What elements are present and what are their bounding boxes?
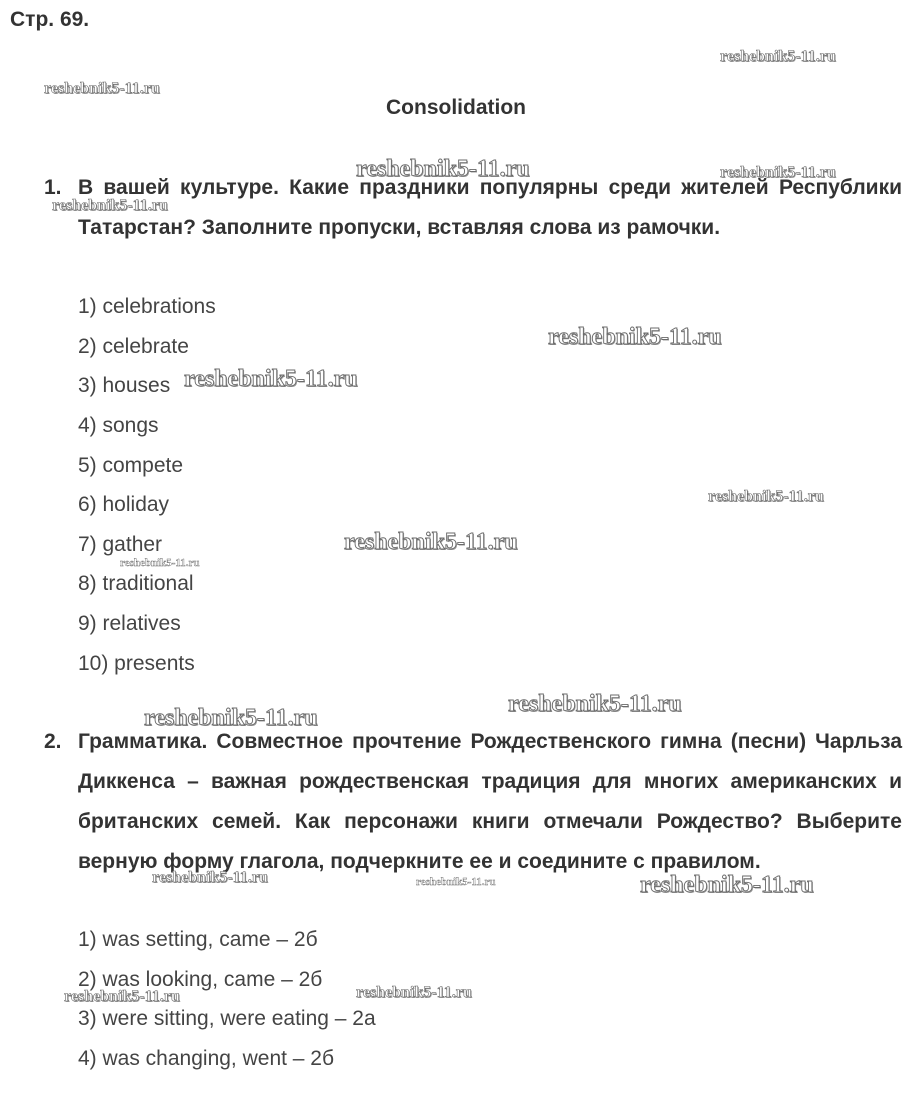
watermark: reshebnik5-11.ru	[144, 705, 318, 731]
watermark: reshebnik5-11.ru	[152, 869, 268, 886]
task-text: В вашей культуре. Какие праздники популярны среди жителей Республики Татарстан? Заполните пропуски, вставляя слова из рамочки.	[78, 176, 902, 239]
answer-item: 4) songs	[78, 414, 159, 437]
answer-item: 1) was setting, came – 2б	[78, 928, 318, 951]
answer-item: 8) traditional	[78, 572, 194, 595]
answer-item: 4) was changing, went – 2б	[78, 1047, 335, 1070]
watermark: reshebnik5-11.ru	[720, 48, 836, 65]
answer-item: 10) presents	[78, 652, 195, 675]
watermark: reshebnik5-11.ru	[708, 488, 824, 505]
task-2	[44, 722, 902, 882]
watermark: reshebnik5-11.ru	[44, 80, 160, 97]
answer-item: 3) houses	[78, 374, 171, 397]
watermark: reshebnik5-11.ru	[344, 529, 518, 555]
answer-item: 7) gather	[78, 533, 163, 556]
watermark: reshebnik5-11.ru	[356, 984, 472, 1001]
watermark: reshebnik5-11.ru	[356, 156, 530, 182]
watermark: reshebnik5-11.ru	[64, 988, 180, 1005]
task-text: Грамматика. Совместное прочтение Рождественского гимна (песни) Чарльза Диккенса – важная рождественская традиция для многих американских и британских семей. Как персонажи книги отмечали Рождество? Выберите верную форму глагола, подчеркните ее и соедините с правилом.	[78, 730, 902, 873]
task-number: 2.	[44, 730, 62, 753]
watermark: reshebnik5-11.ru	[720, 164, 836, 181]
answer-item: 1) celebrations	[78, 295, 216, 318]
answer-item: 2) was looking, came – 2б	[78, 968, 323, 991]
answer-item: 9) relatives	[78, 612, 181, 635]
task-number: 1.	[44, 176, 62, 199]
watermark: reshebnik5-11.ru	[416, 876, 496, 888]
watermark: reshebnik5-11.ru	[184, 366, 358, 392]
answer-item: 6) holiday	[78, 493, 170, 516]
watermark: reshebnik5-11.ru	[52, 197, 168, 214]
answer-item: 2) celebrate	[78, 335, 189, 358]
page-number: Стр. 69.	[10, 8, 90, 31]
answer-item: 5) compete	[78, 454, 184, 477]
watermark: reshebnik5-11.ru	[508, 691, 682, 717]
watermark: reshebnik5-11.ru	[640, 872, 814, 898]
answer-item: 3) were sitting, were eating – 2а	[78, 1007, 376, 1030]
watermark: reshebnik5-11.ru	[548, 324, 722, 350]
watermark: reshebnik5-11.ru	[120, 557, 200, 569]
section-heading: Consolidation	[386, 96, 526, 119]
